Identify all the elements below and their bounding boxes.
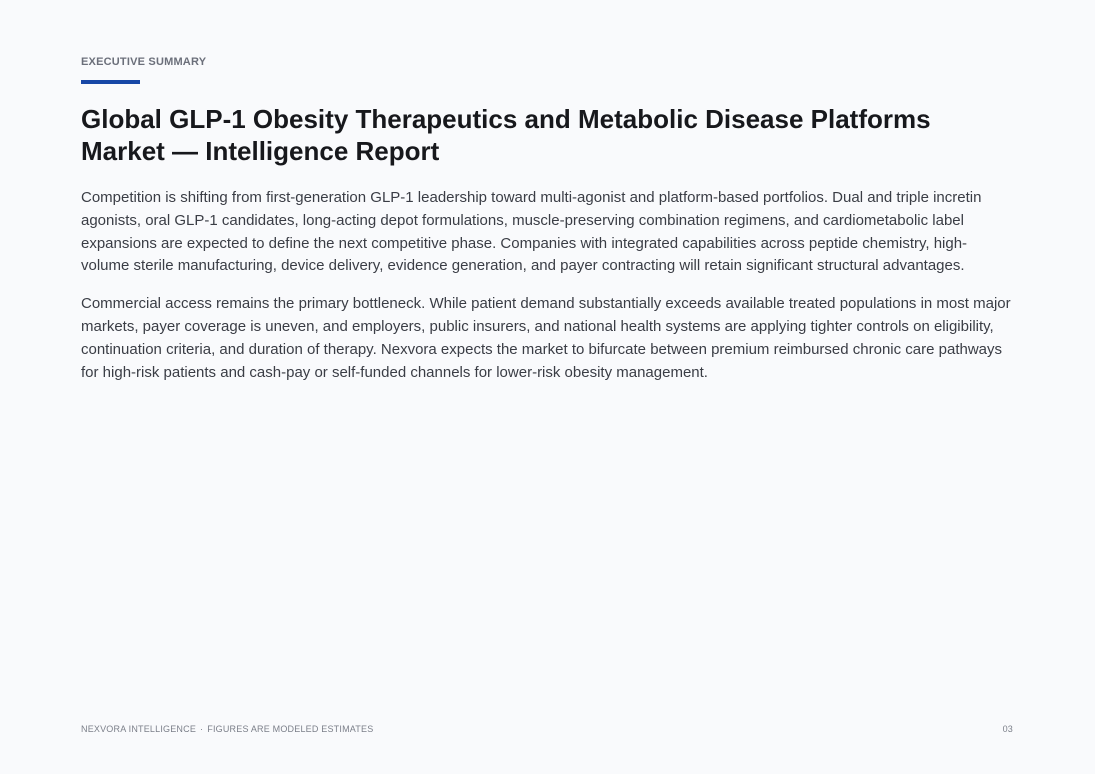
report-page bbox=[81, 0, 1013, 774]
summary-paragraph: Competition is shifting from first-generation GLP-1 leadership toward multi-agonist and platform-based portfolios. Dual and triple incretin agonists, oral GLP-1 candidates, long-acting depot formulations, muscle-preserving combination regimens, and cardiometabolic label expansions are expected to define the next competitive phase. Companies with integrated capabilities across peptide chemistry, high-volume sterile manufacturing, device delivery, evidence generation, and payer contracting will retain significant structural advantages. bbox=[81, 189, 982, 275]
section-eyebrow: EXECUTIVE SUMMARY bbox=[81, 56, 207, 68]
page-footer bbox=[81, 724, 1013, 734]
footer-note: FIGURES ARE MODELED ESTIMATES bbox=[207, 724, 374, 734]
accent-rule bbox=[81, 80, 140, 84]
footer-brand: NEXVORA INTELLIGENCE bbox=[81, 724, 197, 734]
footer-separator: · bbox=[200, 724, 204, 734]
page-title: Global GLP-1 Obesity Therapeutics and Metabolic Disease Platforms Market — Intelligence Report bbox=[81, 104, 931, 166]
page-number: 03 bbox=[1002, 724, 1013, 734]
summary-paragraph: Commercial access remains the primary bottleneck. While patient demand substantially exceeds available treated populations in most major markets, payer coverage is uneven, and employers, public insurers, and national health systems are applying tighter controls on eligibility, continuation criteria, and duration of therapy. Nexvora expects the market to bifurcate between premium reimbursed chronic care pathways for high-risk patients and cash-pay or self-funded channels for lower-risk obesity management. bbox=[81, 295, 1011, 381]
summary-body bbox=[81, 187, 1013, 399]
